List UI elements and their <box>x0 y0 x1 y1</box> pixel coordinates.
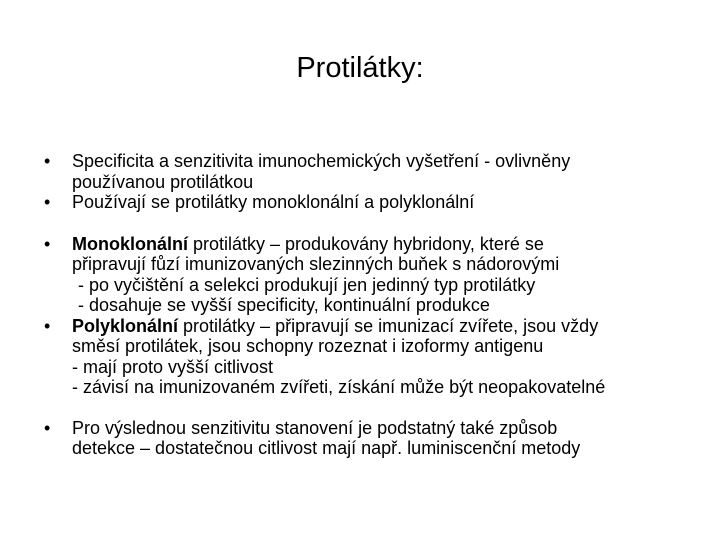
bullet-line: Pro výslednou senzitivitu stanovení je podstatný také způsob <box>72 417 558 438</box>
bullet-sensitivity <box>44 418 684 459</box>
bullet-subline: - závisí na imunizovaném zvířeti, získání může být neopakovatelné <box>72 377 606 397</box>
bullet-line: Používají se protilátky monoklonální a polyklonální <box>72 192 475 212</box>
bold-term: Polyklonální <box>72 315 179 336</box>
bullet-icon: • <box>44 315 51 336</box>
bullet-text <box>72 234 684 316</box>
bullet-subline: - po vyčištění a selekci produkují jen jedinný typ protilátky <box>78 274 536 295</box>
bullet-text <box>72 151 684 192</box>
bullet-text <box>72 316 684 398</box>
bullet-specificity <box>44 151 684 192</box>
bullet-line: detekce – dostatečnou citlivost mají např. luminiscenční metody <box>72 438 581 458</box>
bullet-line <box>72 234 684 255</box>
bullet-list <box>44 151 684 459</box>
bullet-icon: • <box>44 417 51 438</box>
bullet-icon: • <box>44 233 51 254</box>
bullet-text <box>72 192 684 213</box>
bold-term: Monoklonální <box>72 233 188 254</box>
bullet-text <box>72 418 684 459</box>
bullet-line: používanou protilátkou <box>72 171 254 192</box>
bullet-line: Specificita a senzitivita imunochemických vyšetření - ovlivněny <box>72 151 571 171</box>
bullet-line: směsí protilátek, jsou schopny rozeznat i izoformy antigenu <box>72 336 544 356</box>
bullet-line: připravují fůzí imunizovaných slezinných buňek s nádorovými <box>72 254 560 274</box>
bullet-line-rest: protilátky – připravují se imunizací zvířete, jsou vždy <box>178 315 599 336</box>
bullet-antibody-types <box>44 192 684 213</box>
bullet-monoclonal <box>44 234 684 316</box>
bullet-icon: • <box>44 192 51 212</box>
slide-title: Protilátky: <box>296 52 424 84</box>
bullet-icon: • <box>44 151 51 171</box>
bullet-subline: - mají proto vyšší citlivost <box>72 356 274 377</box>
bullet-line <box>72 316 684 337</box>
bullet-polyclonal <box>44 316 684 398</box>
bullet-line-rest: protilátky – produkovány hybridony, které se <box>188 233 544 254</box>
bullet-subline: - dosahuje se vyšší specificity, kontinuální produkce <box>78 295 490 315</box>
